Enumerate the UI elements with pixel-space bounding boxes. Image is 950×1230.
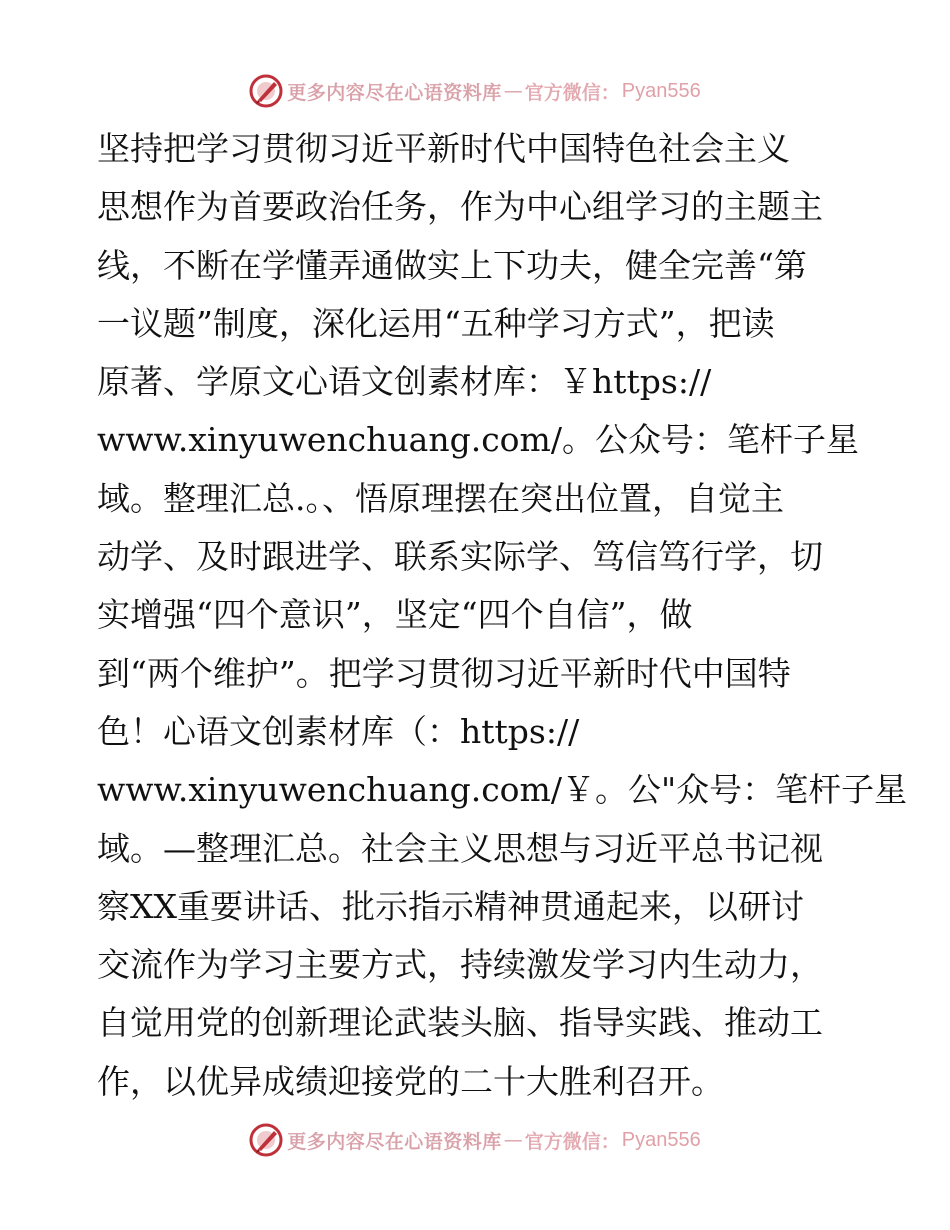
body-line: 域。整理汇总.。、悟原理摆在突出位置，自觉主 xyxy=(97,478,784,518)
footer-watermark xyxy=(0,1120,950,1160)
body-line: 作，以优异成绩迎接党的二十大胜利召开。 xyxy=(97,1061,724,1101)
watermark-wechat-id: Pyan556 xyxy=(621,79,701,102)
watermark-separator: — xyxy=(503,1129,523,1151)
body-line: 域。—整理汇总。社会主义思想与习近平总书记视 xyxy=(97,828,823,868)
document-body xyxy=(97,120,908,1111)
body-line: www.xinyuwenchuang.com/￥。公"众号：笔杆子星 xyxy=(97,770,908,810)
body-line: www.xinyuwenchuang.com/。公众号：笔杆子星 xyxy=(97,420,859,460)
watermark-wechat-id: Pyan556 xyxy=(621,1128,701,1151)
body-line: 色！心语文创素材库（：https:// xyxy=(97,711,580,751)
pen-logo-icon xyxy=(249,1123,283,1157)
body-line: 察XX重要讲话、批示指示精神贯通起来，以研讨 xyxy=(97,886,804,926)
body-line: 思想作为首要政治任务，作为中心组学习的主题主 xyxy=(97,187,823,227)
body-line: 线，不断在学懂弄通做实上下功夫，健全完善“第 xyxy=(97,245,807,285)
body-line: 原著、学原文心语文创素材库：￥https:// xyxy=(97,362,712,402)
watermark-main-text: 更多内容尽在心语资料库 xyxy=(287,81,502,104)
body-line: 坚持把学习贯彻习近平新时代中国特色社会主义 xyxy=(97,129,790,168)
body-line: 动学、及时跟进学、联系实际学、笃信笃行学，切 xyxy=(97,537,823,577)
body-line: 自觉用党的创新理论武装头脑、指导实践、推动工 xyxy=(97,1003,823,1043)
watermark-separator: — xyxy=(503,80,523,102)
header-watermark xyxy=(0,71,950,111)
body-line: 实增强“四个意识”，坚定“四个自信”，做 xyxy=(97,595,693,635)
watermark-label: 官方微信： xyxy=(524,81,620,104)
watermark-label: 官方微信： xyxy=(524,1130,620,1153)
body-line: 到“两个维护”。把学习贯彻习近平新时代中国特 xyxy=(97,653,791,693)
watermark-main-text: 更多内容尽在心语资料库 xyxy=(287,1130,502,1153)
pen-logo-icon xyxy=(249,74,283,108)
body-line: 一议题”制度，深化运用“五种学习方式”，把读 xyxy=(97,303,775,343)
body-line: 交流作为学习主要方式，持续激发学习内生动力， xyxy=(97,945,823,985)
